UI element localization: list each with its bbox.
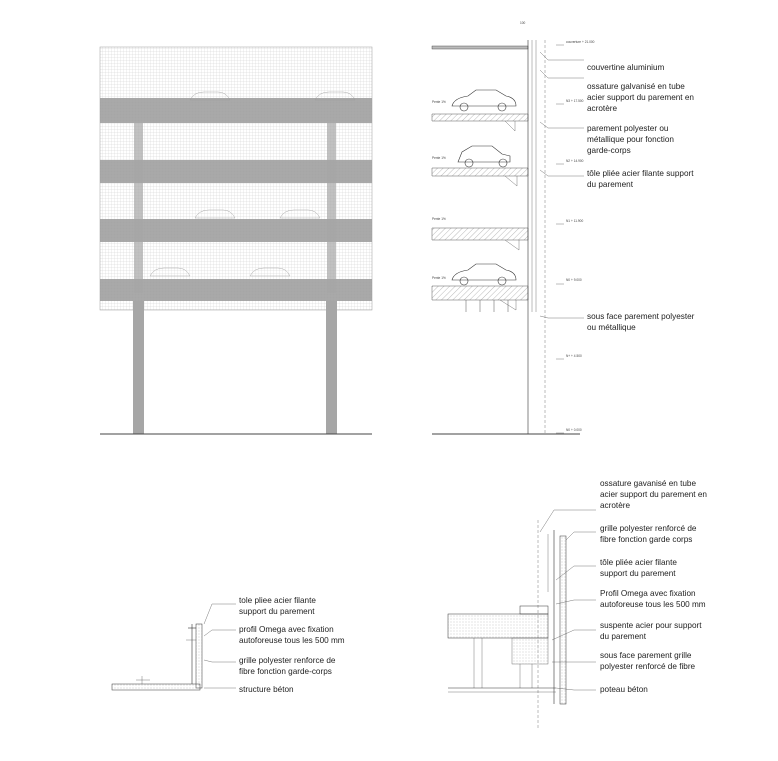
detail-left-note-tole-2: support du parement [239, 607, 315, 616]
level-label-5: N+ + 4.500 [566, 354, 582, 358]
level-label-1: N3 + 17.500 [566, 99, 584, 103]
level-label-6: N0 + 0.000 [566, 428, 582, 432]
detail-left-note-omega-2: autoforeuse tous les 500 mm [239, 636, 345, 645]
car-level-0 [452, 264, 516, 285]
section-note-couvertine: couvertine aluminium [587, 63, 665, 72]
slab-1 [432, 228, 528, 240]
detail-right [448, 479, 707, 730]
facade-elevation [100, 47, 372, 434]
detail-left [112, 596, 345, 694]
slab-3 [432, 114, 528, 121]
section-note-ossature-2: acier support du parement en [587, 93, 694, 102]
detail-right-note-suspente-2: du parement [600, 632, 646, 641]
detail-right-slab [448, 614, 548, 638]
detail-left-note-tole-1: tole pliee acier filante [239, 596, 316, 605]
detail-right-note-tole-2: support du parement [600, 569, 676, 578]
level-label-2: N2 + 14.900 [566, 159, 584, 163]
detail-left-grille [196, 624, 202, 688]
slope-label-3: Pente 1% [432, 100, 446, 104]
detail-right-note-grille-1: grille polyester renforcé de [600, 524, 697, 533]
column-left-upper [134, 123, 143, 293]
section-note-tole-1: tôle pliée acier filante support [587, 169, 694, 178]
detail-right-grille [560, 536, 566, 704]
section-note-sousface-1: sous face parement polyester [587, 312, 695, 321]
section-annotations [587, 63, 695, 332]
slope-label-2: Pente 1% [432, 156, 446, 160]
detail-right-note-sousface-2: polyester renforcé de fibre [600, 662, 696, 671]
section-top-label: 100 [520, 21, 526, 25]
detail-right-note-suspente-1: suspente acier pour support [600, 621, 702, 630]
slab-0 [432, 286, 528, 300]
detail-right-note-poteau: poteau béton [600, 685, 648, 694]
detail-left-slab [112, 684, 200, 690]
parking-section [432, 21, 695, 434]
level-label-0: couverture + 21.000 [566, 40, 595, 44]
section-note-parement-3: garde-corps [587, 146, 631, 155]
detail-left-note-structure: structure béton [239, 685, 294, 694]
slope-label-1: Pente 1% [432, 217, 446, 221]
slab-2 [432, 168, 528, 176]
detail-left-note-grille-2: fibre fonction garde-corps [239, 667, 332, 676]
column-left [133, 301, 144, 434]
detail-right-note-tole-1: tôle pliée acier filante [600, 558, 677, 567]
slab-roof [432, 46, 528, 49]
detail-left-note-omega-1: profil Omega avec fixation [239, 625, 334, 634]
detail-left-note-grille-1: grille polyester renforce de [239, 656, 336, 665]
detail-right-note-ossature-1: ossature gavanisé en tube [600, 479, 697, 488]
detail-right-note-sousface-1: sous face parement grille [600, 651, 692, 660]
car-level-3 [452, 90, 516, 111]
detail-right-note-ossature-3: acrotère [600, 501, 631, 510]
section-note-ossature-1: ossature galvanisé en tube [587, 82, 685, 91]
level-label-3: N1 + 11.900 [566, 219, 584, 223]
column-right [326, 301, 337, 434]
column-right-upper [327, 123, 336, 293]
level-label-4: N0 + 9.000 [566, 278, 582, 282]
detail-right-note-omega-2: autoforeuse tous les 500 mm [600, 600, 706, 609]
car-level-2 [458, 146, 510, 167]
section-note-parement-1: parement polyester ou [587, 124, 669, 133]
section-note-parement-2: métallique pour fonction [587, 135, 674, 144]
detail-right-note-ossature-2: acier support du parement en [600, 490, 707, 499]
section-note-ossature-3: acrotère [587, 104, 618, 113]
section-note-tole-2: du parement [587, 180, 633, 189]
detail-right-note-omega-1: Profil Omega avec fixation [600, 589, 696, 598]
detail-right-note-grille-2: fibre fonction garde corps [600, 535, 693, 544]
slope-label-0: Pente 1% [432, 276, 446, 280]
section-note-sousface-2: ou métallique [587, 323, 636, 332]
floor-band-level-3 [100, 98, 372, 123]
